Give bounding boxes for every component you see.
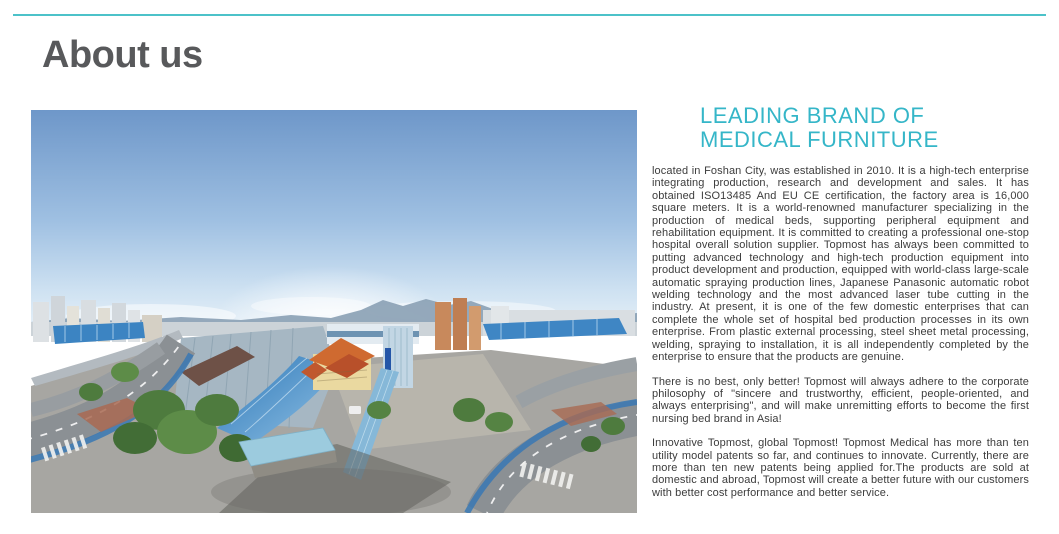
section-heading xyxy=(700,104,1029,152)
about-content xyxy=(652,104,1029,511)
section-heading-line1: LEADING BRAND OF xyxy=(700,103,925,128)
about-paragraph-3: Innovative Topmost, global Topmost! Topmost Medical has more than ten utility model patents so far, and continues to innovate. Currently, there are more than ten new patents being applied for.The products are sold at domestic and abroad, Topmost will create a better future with our customers with better cost performance and better service. xyxy=(652,437,1029,499)
about-paragraph-1: located in Foshan City, was established in 2010. It is a high-tech enterprise integrating production, research and development and sales. It has obtained ISO13485 And EU CE certification, the factory area is 16,000 square meters. It is a world-renowned manufacturer specializing in the production of medical beds, supporting peripheral equipment and rehabilitation equipment. It is committed to creating a professional one-stop hospital overall solution supplier. Topmost has always been committed to putting advanced technology and high-tech production equipment into product development and production, equipped with world-class large-scale automatic spraying production lines, Japanese Panasonic automatic robot welding technology and the most advanced laser tube cutting in the industry. At present, it is one of the few domestic enterprises that can complete the whole set of hospital bed production processes in its own enterprise. From plastic external processing, steel sheet metal processing, welding, spraying to installation, it is all independently completed by the enterprise to ensure that the products are genuine. xyxy=(652,165,1029,364)
section-heading-line2: MEDICAL FURNITURE xyxy=(700,127,939,152)
about-paragraph-2: There is no best, only better! Topmost will always adhere to the corporate philosophy of "sincere and trustworthy, efficient, people-oriented, and always enterprising", and will make unremitting efforts to become the first nursing bed brand in Asia! xyxy=(652,375,1029,425)
panorama-image xyxy=(31,110,637,513)
page-title: About us xyxy=(42,34,203,76)
top-divider xyxy=(13,14,1046,16)
company-panorama-photo xyxy=(31,110,637,513)
